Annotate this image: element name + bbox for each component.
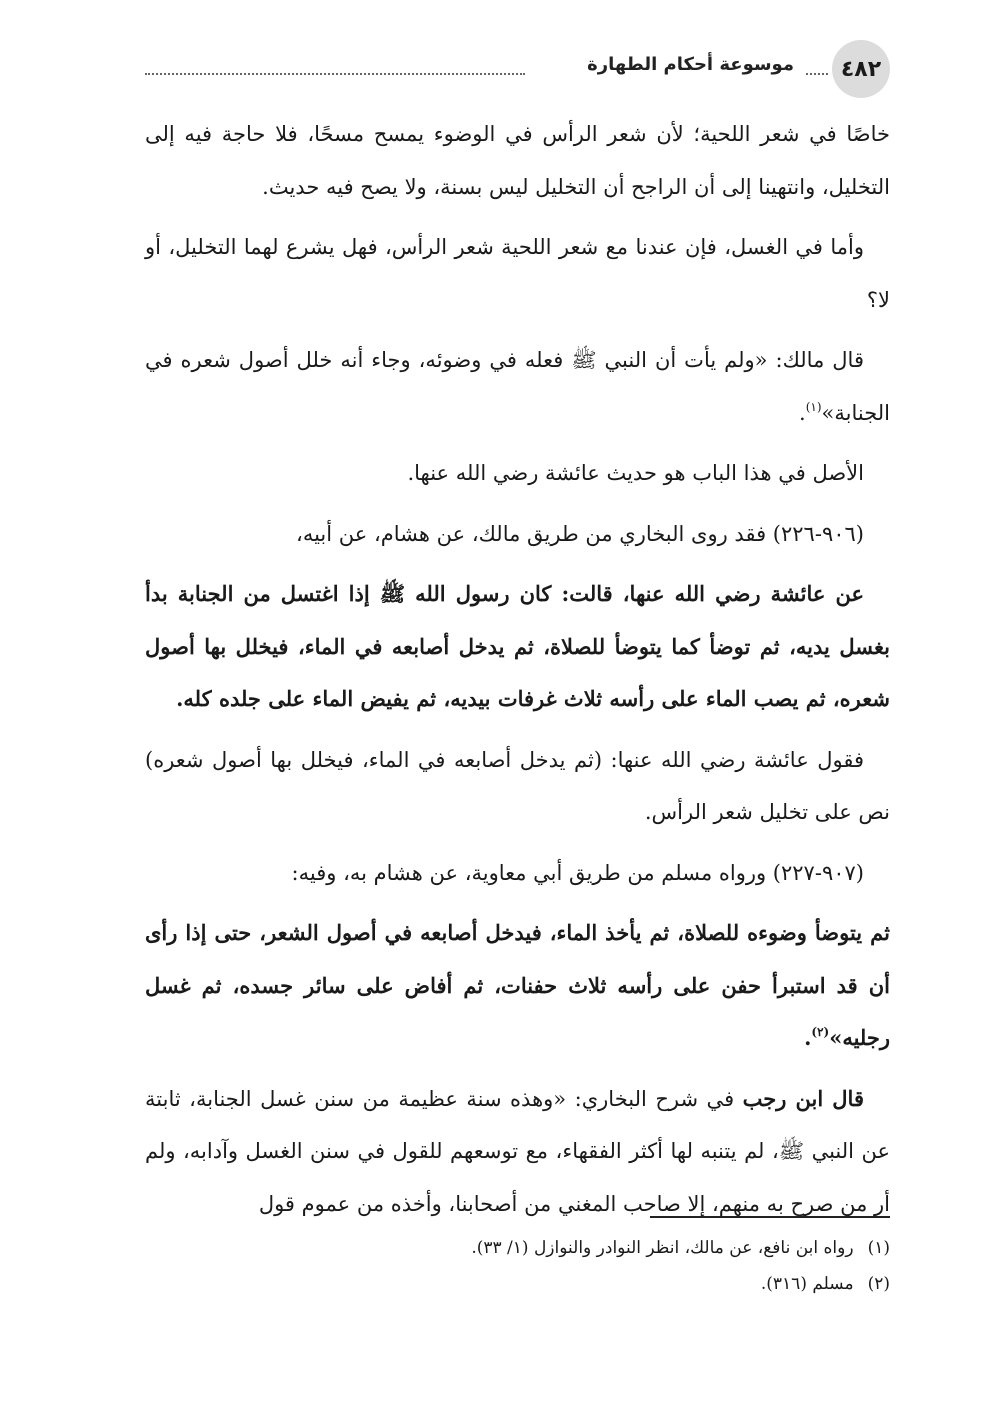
- book-title: موسوعة أحكام الطهارة: [579, 54, 802, 75]
- paragraph-9-tail: .: [804, 1025, 812, 1050]
- body-text: [145, 108, 890, 1238]
- paragraph-10-lead: قال ابن رجب: [742, 1085, 864, 1111]
- footnote-ref-1: (١): [805, 399, 822, 414]
- footnote-2-number: (٢): [867, 1274, 890, 1294]
- paragraph-7-text: فقول عائشة رضي الله عنها: (ثم يدخل أصابعه في الماء، فيخلل بها أصول شعره) نص على تخليل شعر الرأس.: [145, 747, 890, 824]
- paragraph-1-text: خاصًا في شعر اللحية؛ لأن شعر الرأس في الوضوء يمسح مسحًا، فلا حاجة فيه إلى التخليل، وانتهينا إلى أن الراجح أن التخليل ليس بسنة، ولا يصح فيه حديث.: [145, 122, 890, 199]
- paragraph-6-text: عن عائشة رضي الله عنها، قالت: كان رسول الله ﷺ إذا اغتسل من الجنابة بدأ بغسل يديه، ثم توضأ كما يتوضأ للصلاة، ثم يدخل أصابعه في الماء، فيخلل بها أصول شعره، ثم يصب الماء على رأسه ثلاث غرفات بيديه، ثم يفيض الماء على جلده كله.: [145, 581, 890, 711]
- paragraph-3: [145, 334, 890, 439]
- page-header: [145, 40, 890, 102]
- paragraph-8: [145, 847, 890, 900]
- paragraph-3-tail: .: [799, 400, 806, 425]
- paragraph-8-text: (٩٠٧-٢٢٧) ورواه مسلم من طريق أبي معاوية، عن هشام به، وفيه:: [291, 860, 864, 885]
- paragraph-3-text: قال مالك: «ولم يأت أن النبي ﷺ فعله في وضوئه، وجاء أنه خلل أصول شعره في الجنابة»: [145, 348, 890, 425]
- paragraph-2: [145, 221, 890, 326]
- footnotes: [145, 1230, 890, 1302]
- footnote-1: [145, 1230, 890, 1266]
- paragraph-4: [145, 447, 890, 500]
- paragraph-9-text: ثم يتوضأ وضوءه للصلاة، ثم يأخذ الماء، فيدخل أصابعه في أصول الشعر، حتى إذا رأى أن قد استبرأ حفن على رأسه ثلاث حفنات، ثم أفاض على سائر جسده، ثم غسل رجليه»: [145, 920, 890, 1050]
- paragraph-7: [145, 734, 890, 839]
- footnote-ref-2: (٢): [811, 1025, 830, 1039]
- header-dotted-rule-right: [806, 73, 828, 75]
- paragraph-1: [145, 108, 890, 213]
- paragraph-4-text: الأصل في هذا الباب هو حديث عائشة رضي الله عنها.: [407, 461, 864, 485]
- paragraph-10-text: في شرح البخاري: «وهذه سنة عظيمة من سنن غسل الجنابة، ثابتة عن النبي ﷺ، لم يتنبه لها أكثر الفقهاء، مع توسعهم للقول في سنن الغسل وآدابه، ولم أر من صرح به منهم، إلا صاحب المغني من أصحابنا، وأخذه من عموم قول: [145, 1086, 890, 1216]
- paragraph-9-hadith: [145, 907, 890, 1065]
- paragraph-2-text: وأما في الغسل، فإن عندنا مع شعر اللحية شعر الرأس، فهل يشرع لهما التخليل، أو لا؟: [145, 235, 890, 312]
- footnote-separator: [650, 1216, 890, 1218]
- footnote-2-text: مسلم (٣١٦).: [760, 1274, 854, 1294]
- paragraph-10: [145, 1073, 890, 1231]
- paragraph-6-hadith: [145, 568, 890, 726]
- page-number-badge: ٤٨٢: [832, 40, 890, 98]
- paragraph-5-text: (٩٠٦-٢٢٦) فقد روى البخاري من طريق مالك، عن هشام، عن أبيه،: [296, 521, 864, 546]
- paragraph-5: [145, 508, 890, 561]
- footnote-1-number: (١): [867, 1238, 890, 1258]
- footnote-2: [145, 1266, 890, 1302]
- footnote-1-text: رواه ابن نافع، عن مالك، انظر النوادر والنوازل (١/ ٣٣).: [471, 1238, 854, 1258]
- header-dotted-rule-left: [145, 73, 525, 75]
